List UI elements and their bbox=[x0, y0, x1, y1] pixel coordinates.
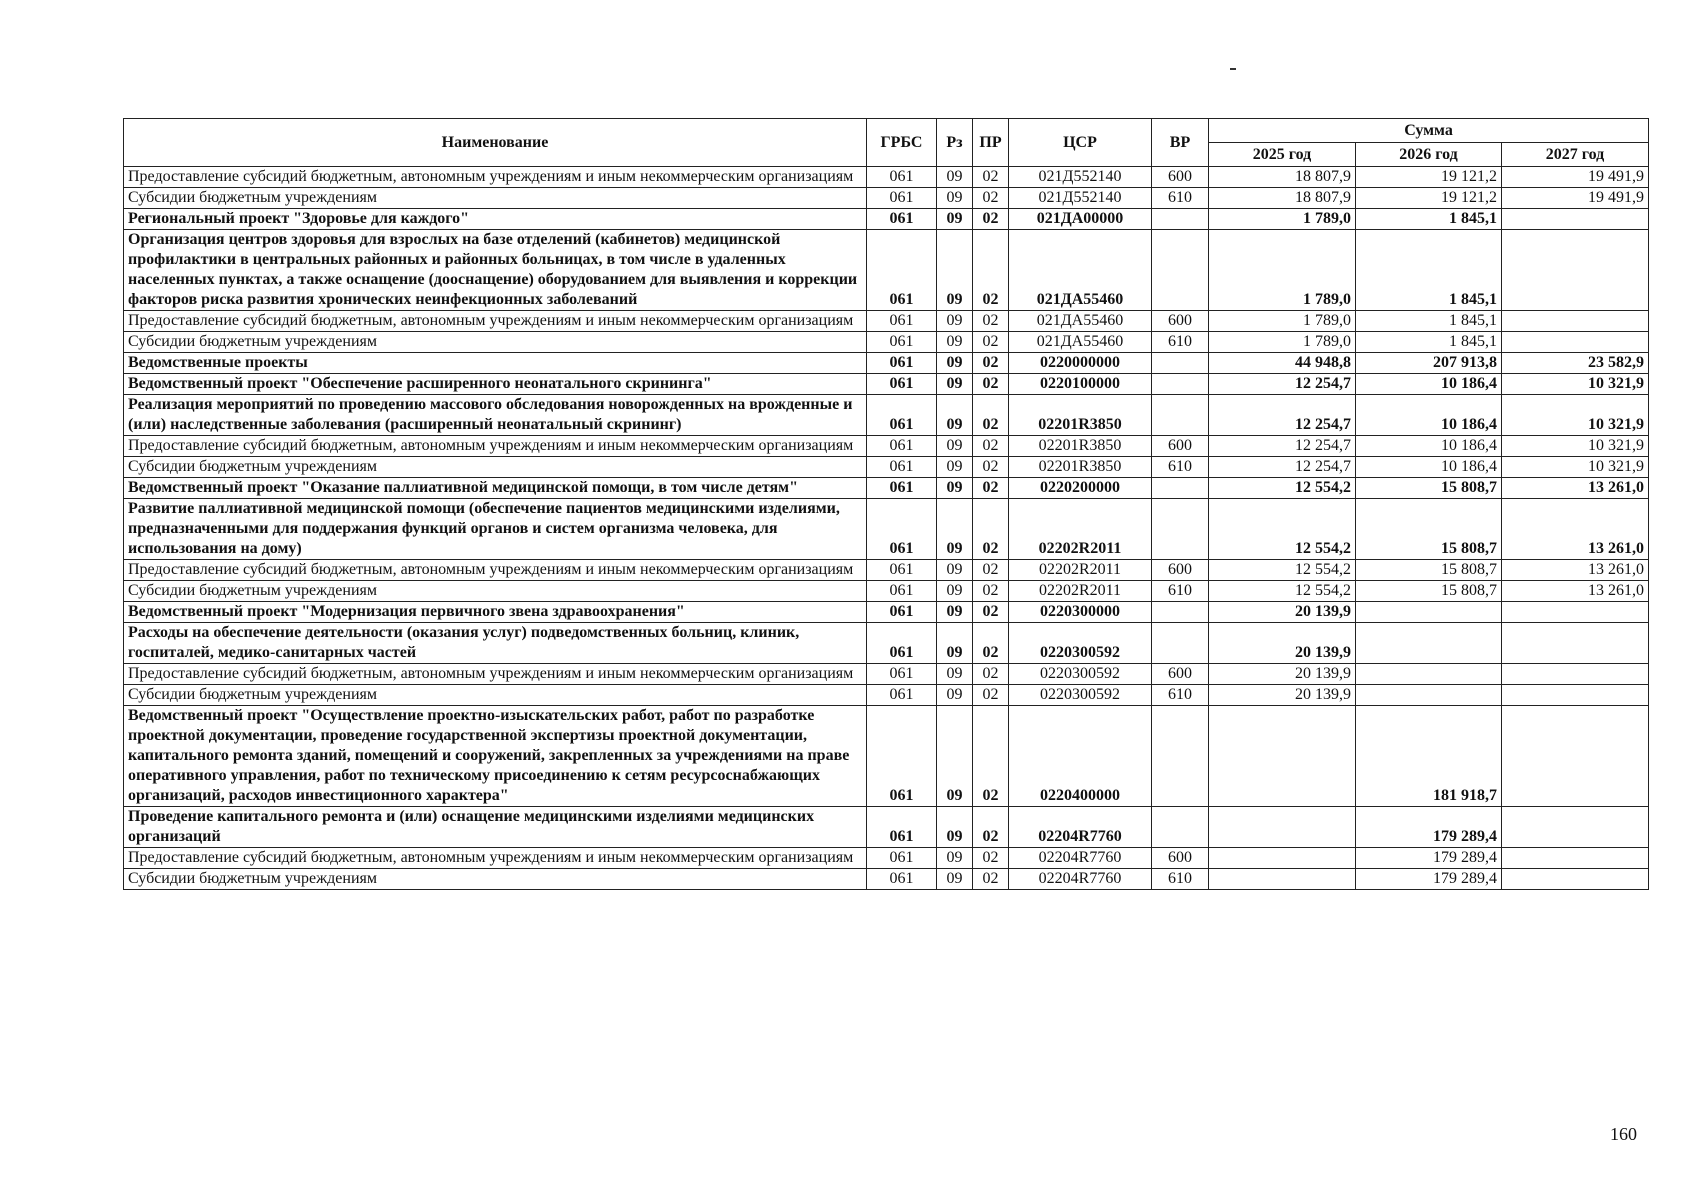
cell-sum-2025: 20 139,9 bbox=[1209, 685, 1356, 706]
cell-grbs: 061 bbox=[867, 167, 937, 188]
cell-sum-2025: 20 139,9 bbox=[1209, 664, 1356, 685]
cell-name: Проведение капитального ремонта и (или) оснащение медицинскими изделиями медицинских организаций bbox=[124, 807, 867, 848]
cell-vr bbox=[1152, 209, 1209, 230]
cell-sum-2026 bbox=[1356, 623, 1502, 664]
cell-sum-2025 bbox=[1209, 869, 1356, 890]
cell-sum-2027: 19 491,9 bbox=[1502, 188, 1649, 209]
cell-csr: 021ДА55460 bbox=[1009, 311, 1152, 332]
table-row bbox=[124, 311, 1649, 332]
cell-vr: 600 bbox=[1152, 664, 1209, 685]
cell-grbs: 061 bbox=[867, 560, 937, 581]
cell-vr bbox=[1152, 478, 1209, 499]
cell-csr: 02202R2011 bbox=[1009, 560, 1152, 581]
cell-rz: 09 bbox=[937, 807, 973, 848]
table-row bbox=[124, 807, 1649, 848]
cell-sum-2027 bbox=[1502, 807, 1649, 848]
cell-name: Ведомственные проекты bbox=[124, 353, 867, 374]
table-row bbox=[124, 560, 1649, 581]
cell-vr bbox=[1152, 395, 1209, 436]
cell-rz: 09 bbox=[937, 395, 973, 436]
cell-sum-2025: 12 254,7 bbox=[1209, 436, 1356, 457]
table-row bbox=[124, 664, 1649, 685]
cell-sum-2027 bbox=[1502, 623, 1649, 664]
cell-sum-2026: 10 186,4 bbox=[1356, 457, 1502, 478]
cell-csr: 0220200000 bbox=[1009, 478, 1152, 499]
header-pr: ПР bbox=[973, 119, 1009, 167]
cell-pr: 02 bbox=[973, 209, 1009, 230]
cell-grbs: 061 bbox=[867, 664, 937, 685]
cell-name: Организация центров здоровья для взрослых на базе отделений (кабинетов) медицинской профилактики в центральных районных и районных больницах, в том числе в удаленных населенных пунктах, а также оснащение (дооснащение) оборудованием для выявления и коррекции факторов риска развития хронических неинфекционных заболеваний bbox=[124, 230, 867, 311]
cell-rz: 09 bbox=[937, 706, 973, 807]
cell-name: Субсидии бюджетным учреждениям bbox=[124, 332, 867, 353]
cell-sum-2025: 1 789,0 bbox=[1209, 230, 1356, 311]
cell-grbs: 061 bbox=[867, 478, 937, 499]
cell-vr: 610 bbox=[1152, 685, 1209, 706]
cell-sum-2025: 12 554,2 bbox=[1209, 499, 1356, 560]
cell-vr bbox=[1152, 807, 1209, 848]
cell-sum-2026: 15 808,7 bbox=[1356, 581, 1502, 602]
table-row bbox=[124, 353, 1649, 374]
cell-grbs: 061 bbox=[867, 685, 937, 706]
cell-vr bbox=[1152, 374, 1209, 395]
cell-vr: 610 bbox=[1152, 457, 1209, 478]
header-name: Наименование bbox=[124, 119, 867, 167]
cell-sum-2026: 10 186,4 bbox=[1356, 395, 1502, 436]
cell-pr: 02 bbox=[973, 353, 1009, 374]
cell-sum-2026: 19 121,2 bbox=[1356, 167, 1502, 188]
cell-sum-2027: 13 261,0 bbox=[1502, 499, 1649, 560]
cell-pr: 02 bbox=[973, 311, 1009, 332]
cell-csr: 0220300592 bbox=[1009, 623, 1152, 664]
cell-csr: 02204R7760 bbox=[1009, 869, 1152, 890]
cell-vr bbox=[1152, 602, 1209, 623]
cell-vr bbox=[1152, 353, 1209, 374]
cell-rz: 09 bbox=[937, 167, 973, 188]
cell-rz: 09 bbox=[937, 209, 973, 230]
cell-csr: 021Д552140 bbox=[1009, 167, 1152, 188]
cell-rz: 09 bbox=[937, 478, 973, 499]
cell-grbs: 061 bbox=[867, 581, 937, 602]
cell-sum-2026: 15 808,7 bbox=[1356, 478, 1502, 499]
cell-pr: 02 bbox=[973, 581, 1009, 602]
cell-grbs: 061 bbox=[867, 332, 937, 353]
cell-sum-2027 bbox=[1502, 311, 1649, 332]
cell-rz: 09 bbox=[937, 332, 973, 353]
header-sum: Сумма bbox=[1209, 119, 1649, 143]
cell-vr: 600 bbox=[1152, 167, 1209, 188]
cell-sum-2027 bbox=[1502, 706, 1649, 807]
cell-pr: 02 bbox=[973, 807, 1009, 848]
cell-rz: 09 bbox=[937, 664, 973, 685]
cell-sum-2026: 1 845,1 bbox=[1356, 332, 1502, 353]
cell-vr bbox=[1152, 230, 1209, 311]
cell-pr: 02 bbox=[973, 332, 1009, 353]
cell-name: Предоставление субсидий бюджетным, автономным учреждениям и иным некоммерческим организациям bbox=[124, 436, 867, 457]
cell-name: Субсидии бюджетным учреждениям bbox=[124, 685, 867, 706]
cell-grbs: 061 bbox=[867, 209, 937, 230]
cell-rz: 09 bbox=[937, 457, 973, 478]
cell-grbs: 061 bbox=[867, 436, 937, 457]
table-row bbox=[124, 332, 1649, 353]
cell-sum-2025: 1 789,0 bbox=[1209, 332, 1356, 353]
cell-pr: 02 bbox=[973, 869, 1009, 890]
cell-vr: 610 bbox=[1152, 332, 1209, 353]
cell-sum-2025 bbox=[1209, 706, 1356, 807]
cell-sum-2026 bbox=[1356, 685, 1502, 706]
cell-sum-2026: 181 918,7 bbox=[1356, 706, 1502, 807]
cell-sum-2026 bbox=[1356, 602, 1502, 623]
cell-sum-2027 bbox=[1502, 332, 1649, 353]
table-row bbox=[124, 581, 1649, 602]
cell-name: Ведомственный проект "Модернизация первичного звена здравоохранения" bbox=[124, 602, 867, 623]
cell-rz: 09 bbox=[937, 685, 973, 706]
cell-csr: 021Д552140 bbox=[1009, 188, 1152, 209]
cell-rz: 09 bbox=[937, 230, 973, 311]
table-row bbox=[124, 499, 1649, 560]
cell-sum-2025: 18 807,9 bbox=[1209, 167, 1356, 188]
cell-pr: 02 bbox=[973, 395, 1009, 436]
cell-vr: 600 bbox=[1152, 311, 1209, 332]
cell-csr: 02202R2011 bbox=[1009, 499, 1152, 560]
cell-sum-2027 bbox=[1502, 230, 1649, 311]
cell-csr: 02201R3850 bbox=[1009, 395, 1152, 436]
cell-name: Субсидии бюджетным учреждениям bbox=[124, 457, 867, 478]
cell-pr: 02 bbox=[973, 457, 1009, 478]
cell-sum-2025: 12 254,7 bbox=[1209, 395, 1356, 436]
cell-sum-2025: 12 554,2 bbox=[1209, 581, 1356, 602]
cell-sum-2027 bbox=[1502, 685, 1649, 706]
cell-grbs: 061 bbox=[867, 869, 937, 890]
cell-csr: 02201R3850 bbox=[1009, 436, 1152, 457]
cell-grbs: 061 bbox=[867, 311, 937, 332]
cell-vr bbox=[1152, 623, 1209, 664]
cell-grbs: 061 bbox=[867, 602, 937, 623]
table-row bbox=[124, 230, 1649, 311]
cell-vr: 600 bbox=[1152, 560, 1209, 581]
cell-sum-2025: 12 554,2 bbox=[1209, 560, 1356, 581]
scan-speck bbox=[1230, 68, 1236, 70]
table-row bbox=[124, 209, 1649, 230]
cell-name: Ведомственный проект "Осуществление проектно-изыскательских работ, работ по разработке проектной документации, проведение государственной экспертизы проектной документации, капитального ремонта зданий, помещений и сооружений, закрепленных за учреждениями на праве оперативного управления, работ по техническому присоединению к сетям ресурсоснабжающих организаций, расходов инвестиционного характера" bbox=[124, 706, 867, 807]
cell-name: Предоставление субсидий бюджетным, автономным учреждениям и иным некоммерческим организациям bbox=[124, 167, 867, 188]
cell-grbs: 061 bbox=[867, 353, 937, 374]
cell-name: Реализация мероприятий по проведению массового обследования новорожденных на врожденные и (или) наследственные заболевания (расширенный неонатальный скрининг) bbox=[124, 395, 867, 436]
cell-grbs: 061 bbox=[867, 188, 937, 209]
cell-csr: 0220300000 bbox=[1009, 602, 1152, 623]
budget-table bbox=[123, 118, 1649, 890]
cell-sum-2027: 13 261,0 bbox=[1502, 581, 1649, 602]
cell-vr bbox=[1152, 499, 1209, 560]
cell-sum-2027: 10 321,9 bbox=[1502, 457, 1649, 478]
cell-vr: 610 bbox=[1152, 188, 1209, 209]
cell-sum-2026: 179 289,4 bbox=[1356, 869, 1502, 890]
cell-sum-2027 bbox=[1502, 602, 1649, 623]
cell-vr: 600 bbox=[1152, 436, 1209, 457]
cell-rz: 09 bbox=[937, 499, 973, 560]
cell-sum-2025: 12 554,2 bbox=[1209, 478, 1356, 499]
budget-table-sheet bbox=[123, 118, 1648, 890]
cell-sum-2025: 20 139,9 bbox=[1209, 623, 1356, 664]
cell-name: Субсидии бюджетным учреждениям bbox=[124, 581, 867, 602]
table-row bbox=[124, 457, 1649, 478]
cell-sum-2026: 1 845,1 bbox=[1356, 209, 1502, 230]
cell-csr: 021ДА55460 bbox=[1009, 332, 1152, 353]
cell-sum-2026: 179 289,4 bbox=[1356, 807, 1502, 848]
cell-vr bbox=[1152, 706, 1209, 807]
cell-grbs: 061 bbox=[867, 457, 937, 478]
cell-csr: 02202R2011 bbox=[1009, 581, 1152, 602]
cell-name: Предоставление субсидий бюджетным, автономным учреждениям и иным некоммерческим организациям bbox=[124, 664, 867, 685]
cell-rz: 09 bbox=[937, 602, 973, 623]
table-row bbox=[124, 167, 1649, 188]
table-header bbox=[124, 119, 1649, 167]
cell-rz: 09 bbox=[937, 623, 973, 664]
cell-grbs: 061 bbox=[867, 499, 937, 560]
cell-pr: 02 bbox=[973, 436, 1009, 457]
header-rz: Рз bbox=[937, 119, 973, 167]
table-row bbox=[124, 602, 1649, 623]
cell-sum-2027: 13 261,0 bbox=[1502, 560, 1649, 581]
table-row bbox=[124, 685, 1649, 706]
cell-name: Ведомственный проект "Оказание паллиативной медицинской помощи, в том числе детям" bbox=[124, 478, 867, 499]
cell-rz: 09 bbox=[937, 188, 973, 209]
cell-vr: 610 bbox=[1152, 581, 1209, 602]
cell-vr: 610 bbox=[1152, 869, 1209, 890]
cell-grbs: 061 bbox=[867, 374, 937, 395]
cell-csr: 0220300592 bbox=[1009, 664, 1152, 685]
cell-sum-2027: 19 491,9 bbox=[1502, 167, 1649, 188]
cell-sum-2027 bbox=[1502, 848, 1649, 869]
cell-grbs: 061 bbox=[867, 623, 937, 664]
cell-pr: 02 bbox=[973, 685, 1009, 706]
cell-name: Предоставление субсидий бюджетным, автономным учреждениям и иным некоммерческим организациям bbox=[124, 848, 867, 869]
cell-sum-2026: 207 913,8 bbox=[1356, 353, 1502, 374]
cell-csr: 02204R7760 bbox=[1009, 848, 1152, 869]
cell-sum-2026: 15 808,7 bbox=[1356, 499, 1502, 560]
cell-csr: 0220400000 bbox=[1009, 706, 1152, 807]
cell-csr: 021ДА55460 bbox=[1009, 230, 1152, 311]
cell-pr: 02 bbox=[973, 560, 1009, 581]
cell-rz: 09 bbox=[937, 436, 973, 457]
cell-rz: 09 bbox=[937, 353, 973, 374]
table-row bbox=[124, 374, 1649, 395]
cell-sum-2027: 13 261,0 bbox=[1502, 478, 1649, 499]
header-year-2025: 2025 год bbox=[1209, 143, 1356, 167]
cell-sum-2026: 1 845,1 bbox=[1356, 230, 1502, 311]
cell-sum-2025: 1 789,0 bbox=[1209, 311, 1356, 332]
cell-grbs: 061 bbox=[867, 807, 937, 848]
cell-pr: 02 bbox=[973, 848, 1009, 869]
table-row bbox=[124, 395, 1649, 436]
table-row bbox=[124, 436, 1649, 457]
cell-name: Региональный проект "Здоровье для каждого" bbox=[124, 209, 867, 230]
cell-sum-2025 bbox=[1209, 848, 1356, 869]
cell-rz: 09 bbox=[937, 848, 973, 869]
cell-rz: 09 bbox=[937, 374, 973, 395]
cell-name: Субсидии бюджетным учреждениям bbox=[124, 869, 867, 890]
cell-pr: 02 bbox=[973, 499, 1009, 560]
cell-rz: 09 bbox=[937, 560, 973, 581]
page-number: 160 bbox=[1610, 1124, 1637, 1144]
cell-csr: 0220100000 bbox=[1009, 374, 1152, 395]
cell-name: Предоставление субсидий бюджетным, автономным учреждениям и иным некоммерческим организациям bbox=[124, 311, 867, 332]
header-grbs: ГРБС bbox=[867, 119, 937, 167]
cell-sum-2026: 10 186,4 bbox=[1356, 374, 1502, 395]
table-row bbox=[124, 623, 1649, 664]
cell-pr: 02 bbox=[973, 188, 1009, 209]
cell-sum-2027: 23 582,9 bbox=[1502, 353, 1649, 374]
table-row bbox=[124, 848, 1649, 869]
cell-sum-2027: 10 321,9 bbox=[1502, 374, 1649, 395]
cell-pr: 02 bbox=[973, 374, 1009, 395]
header-year-2027: 2027 год bbox=[1502, 143, 1649, 167]
cell-vr: 600 bbox=[1152, 848, 1209, 869]
table-row bbox=[124, 706, 1649, 807]
cell-grbs: 061 bbox=[867, 395, 937, 436]
cell-rz: 09 bbox=[937, 869, 973, 890]
cell-sum-2027: 10 321,9 bbox=[1502, 436, 1649, 457]
cell-sum-2027 bbox=[1502, 209, 1649, 230]
cell-sum-2026 bbox=[1356, 664, 1502, 685]
cell-sum-2027 bbox=[1502, 664, 1649, 685]
cell-csr: 021ДА00000 bbox=[1009, 209, 1152, 230]
header-csr: ЦСР bbox=[1009, 119, 1152, 167]
cell-csr: 02204R7760 bbox=[1009, 807, 1152, 848]
cell-sum-2025 bbox=[1209, 807, 1356, 848]
header-year-2026: 2026 год bbox=[1356, 143, 1502, 167]
cell-rz: 09 bbox=[937, 581, 973, 602]
cell-sum-2027 bbox=[1502, 869, 1649, 890]
cell-sum-2025: 1 789,0 bbox=[1209, 209, 1356, 230]
cell-csr: 0220300592 bbox=[1009, 685, 1152, 706]
cell-pr: 02 bbox=[973, 602, 1009, 623]
cell-csr: 02201R3850 bbox=[1009, 457, 1152, 478]
cell-grbs: 061 bbox=[867, 706, 937, 807]
cell-pr: 02 bbox=[973, 167, 1009, 188]
cell-sum-2026: 179 289,4 bbox=[1356, 848, 1502, 869]
cell-sum-2025: 20 139,9 bbox=[1209, 602, 1356, 623]
cell-grbs: 061 bbox=[867, 230, 937, 311]
cell-sum-2026: 19 121,2 bbox=[1356, 188, 1502, 209]
cell-pr: 02 bbox=[973, 478, 1009, 499]
cell-sum-2026: 10 186,4 bbox=[1356, 436, 1502, 457]
cell-csr: 0220000000 bbox=[1009, 353, 1152, 374]
cell-pr: 02 bbox=[973, 706, 1009, 807]
cell-name: Предоставление субсидий бюджетным, автономным учреждениям и иным некоммерческим организациям bbox=[124, 560, 867, 581]
cell-sum-2025: 44 948,8 bbox=[1209, 353, 1356, 374]
table-row bbox=[124, 869, 1649, 890]
cell-pr: 02 bbox=[973, 230, 1009, 311]
cell-sum-2025: 18 807,9 bbox=[1209, 188, 1356, 209]
cell-name: Ведомственный проект "Обеспечение расширенного неонатального скрининга" bbox=[124, 374, 867, 395]
cell-name: Субсидии бюджетным учреждениям bbox=[124, 188, 867, 209]
cell-pr: 02 bbox=[973, 623, 1009, 664]
cell-sum-2025: 12 254,7 bbox=[1209, 374, 1356, 395]
cell-sum-2026: 15 808,7 bbox=[1356, 560, 1502, 581]
table-body bbox=[124, 167, 1649, 890]
table-row bbox=[124, 188, 1649, 209]
cell-name: Расходы на обеспечение деятельности (оказания услуг) подведомственных больниц, клиник, госпиталей, медико-санитарных частей bbox=[124, 623, 867, 664]
cell-sum-2025: 12 254,7 bbox=[1209, 457, 1356, 478]
cell-rz: 09 bbox=[937, 311, 973, 332]
cell-sum-2026: 1 845,1 bbox=[1356, 311, 1502, 332]
cell-pr: 02 bbox=[973, 664, 1009, 685]
table-row bbox=[124, 478, 1649, 499]
cell-sum-2027: 10 321,9 bbox=[1502, 395, 1649, 436]
cell-grbs: 061 bbox=[867, 848, 937, 869]
cell-name: Развитие паллиативной медицинской помощи (обеспечение пациентов медицинскими изделиями, предназначенными для поддержания функций органов и систем организма человека, для использования на дому) bbox=[124, 499, 867, 560]
header-vr: ВР bbox=[1152, 119, 1209, 167]
